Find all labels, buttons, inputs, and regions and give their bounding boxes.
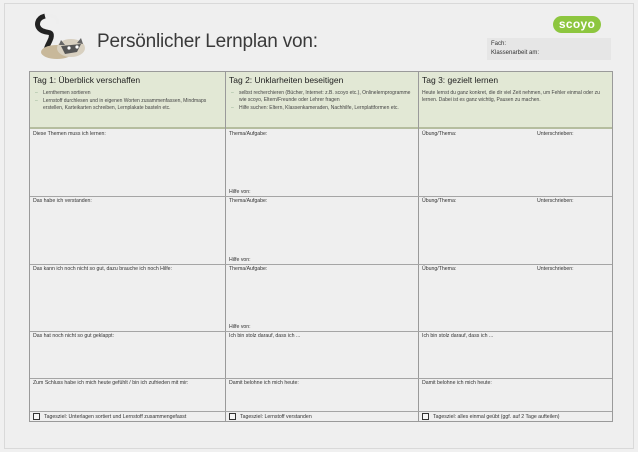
row-divider <box>30 378 612 379</box>
day-2-header <box>226 72 418 129</box>
day-2-row-3-label: Thema/Aufgabe: <box>229 266 268 272</box>
day-1-row-4-label: Das hat noch nicht so gut geklappt: <box>33 333 115 339</box>
day-1-row-1-label: Diese Themen muss ich lernen: <box>33 131 106 137</box>
day-2-bullet: – Hilfe suchen: Eltern, Klassenkameraden, Nachhilfe, Lernplattformen etc. <box>229 105 415 112</box>
day-2-title: Tag 2: Unklarheiten beseitigen <box>229 75 344 85</box>
day-1-bullet: – Lernthemen sortieren <box>33 90 222 97</box>
day-2-goal-checkbox[interactable] <box>229 413 236 420</box>
day-2-row-2-label: Thema/Aufgabe: <box>229 198 268 204</box>
column-divider <box>418 72 419 421</box>
day-1-goal-checkbox[interactable] <box>33 413 40 420</box>
day-2-row-5-label: Damit belohne ich mich heute: <box>229 380 299 386</box>
day-2-goal-label: Tagesziel: Lernstoff verstanden <box>240 413 312 420</box>
day-1-row-3-label: Das kann ich noch nicht so gut, dazu brauche ich noch Hilfe: <box>33 266 172 272</box>
day-2-row-3-footer: Hilfe von: <box>229 324 251 330</box>
row-divider <box>30 411 612 412</box>
learning-plan-grid <box>29 71 613 422</box>
day-3-row-3-signature: Unterschrieben: <box>537 266 574 272</box>
day-2-row-2-footer: Hilfe von: <box>229 257 251 263</box>
day-3-goal-label: Tagesziel: alles einmal geübt (ggf. auf 2 Tage aufteilen) <box>433 413 560 420</box>
day-3-goal-checkbox[interactable] <box>422 413 429 420</box>
day-2-goal-checkbox-row[interactable] <box>229 413 312 420</box>
day-2-row-1-label: Thema/Aufgabe: <box>229 131 268 137</box>
subject-field-label: Fach: <box>491 41 507 47</box>
page-title: Persönlicher Lernplan von: <box>97 31 318 52</box>
day-3-title: Tag 3: gezielt lernen <box>422 75 499 85</box>
document-page <box>4 3 634 449</box>
column-day-2 <box>226 72 418 421</box>
day-1-goal-label: Tagesziel: Unterlagen sortiert und Lernstoff zusammengefasst <box>44 413 187 420</box>
day-3-description: Heute lernst du ganz konkret, die dir viel Zeit nehmen, um Fehler einmal oder zu lernen. Dabei ist es ganz wichtig, Pausen zu machen. <box>422 90 600 103</box>
day-3-row-4-label: Ich bin stolz darauf, dass ich ... <box>422 333 494 339</box>
row-divider <box>30 331 612 332</box>
day-3-row-1-label: Übung/Thema: <box>422 131 457 137</box>
exam-date-field-label: Klassenarbeit am: <box>491 50 540 56</box>
day-1-bullet: – Lernstoff durchlesen und in eigenen Worten zusammenfassen, Mindmaps erstellen, Karteikarten schreiben, Lernplakate basteln etc. <box>33 98 222 112</box>
day-1-row-5-label: Zum Schluss habe ich mich heute gefühlt / bin ich zufrieden mit mir: <box>33 380 189 386</box>
day-3-header <box>419 72 612 129</box>
meta-box <box>487 38 611 60</box>
day-3-row-5-label: Damit belohne ich mich heute: <box>422 380 492 386</box>
row-divider <box>30 264 612 265</box>
column-divider <box>225 72 226 421</box>
day-1-goal-checkbox-row[interactable] <box>33 413 186 420</box>
day-3-row-2-signature: Unterschrieben: <box>537 198 574 204</box>
scoyo-logo: scoyo <box>553 16 601 33</box>
day-3-row-3-label: Übung/Thema: <box>422 266 457 272</box>
day-2-row-4-label: Ich bin stolz darauf, dass ich ... <box>229 333 301 339</box>
day-2-bullet: – selbst recherchieren (Bücher, Internet: z.B. scoyo etc.), Onlinelernprogramme wie scoyo, Eltern/Freunde oder Lehrer fragen <box>229 90 415 104</box>
day-3-row-2-label: Übung/Thema: <box>422 198 457 204</box>
day-1-header <box>30 72 225 129</box>
day-1-title: Tag 1: Überblick verschaffen <box>33 75 141 85</box>
row-divider <box>30 196 612 197</box>
raccoon-mascot-icon <box>31 12 89 62</box>
day-2-row-1-footer: Hilfe von: <box>229 189 251 195</box>
day-1-row-2-label: Das habe ich verstanden: <box>33 198 92 204</box>
column-day-1 <box>30 72 225 421</box>
column-day-3 <box>419 72 612 421</box>
day-3-row-1-signature: Unterschrieben: <box>537 131 574 137</box>
day-3-goal-checkbox-row[interactable] <box>422 413 560 420</box>
